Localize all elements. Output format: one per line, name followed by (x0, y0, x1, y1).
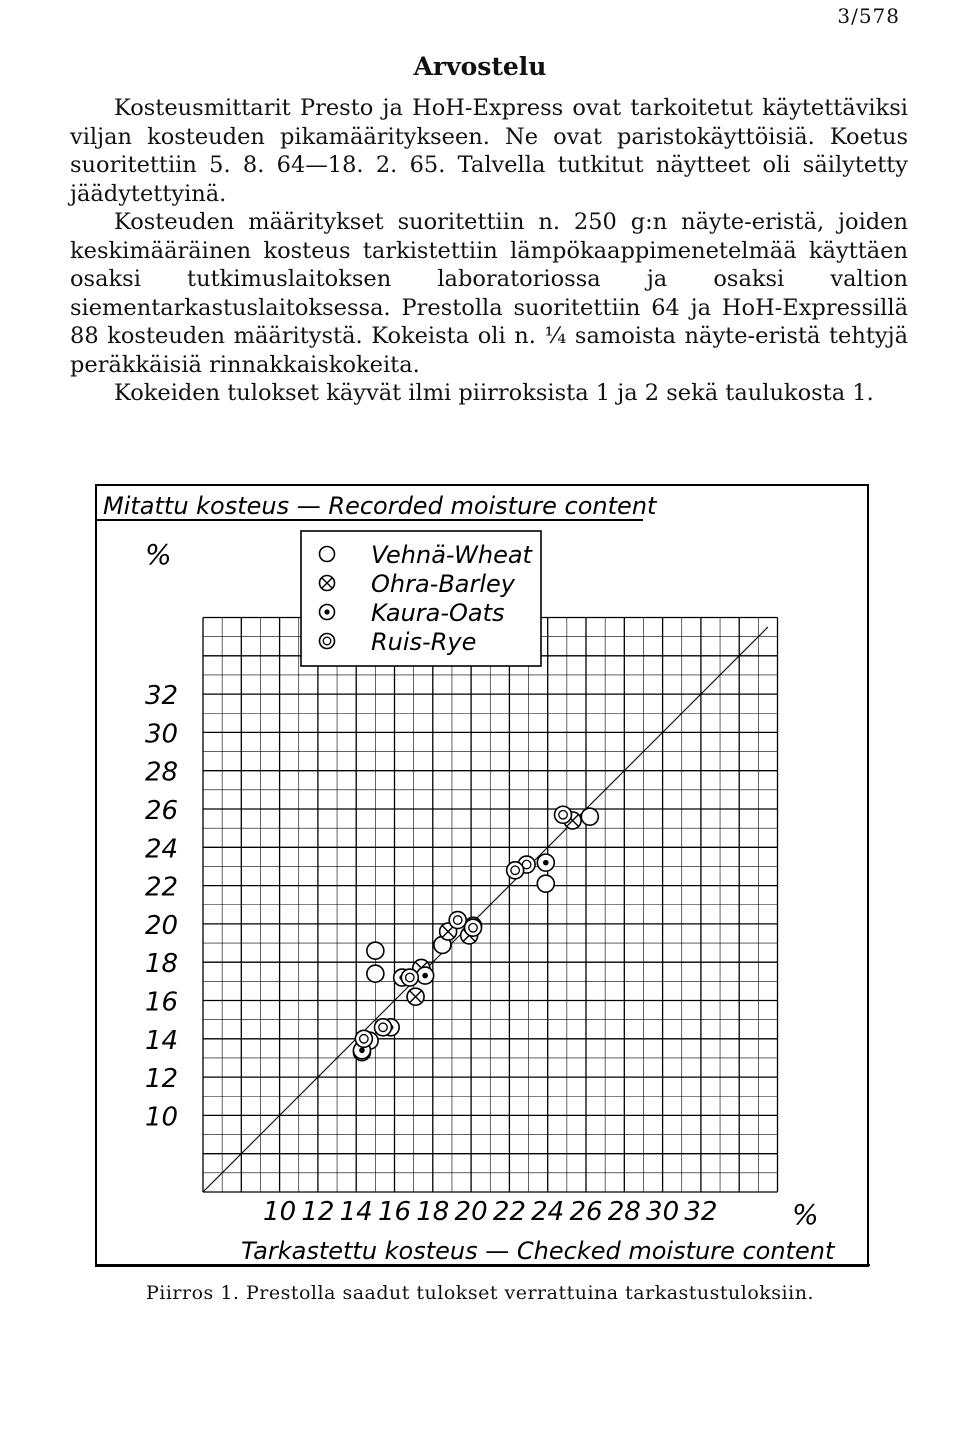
x-tick-label: 28 (607, 1197, 641, 1227)
y-tick-label: 22 (145, 872, 179, 903)
data-point-kaura (537, 854, 554, 871)
x-tick-label: 32 (684, 1197, 718, 1227)
data-point-ruis (375, 1019, 392, 1036)
page-number: 3/578 (837, 4, 900, 28)
y-tick-label: 26 (145, 796, 179, 826)
x-tick-label: 18 (416, 1197, 450, 1227)
x-tick-label: 16 (377, 1197, 412, 1227)
reference-line (203, 627, 768, 1192)
x-tick-label: 24 (531, 1197, 565, 1227)
legend-barley-label: Ohra-Barley (371, 570, 516, 598)
y-axis-unit: % (145, 538, 172, 571)
y-tick-label: 20 (145, 910, 179, 941)
y-tick-label: 14 (145, 1025, 179, 1056)
y-tick-label: 10 (145, 1102, 179, 1133)
data-point-vehn (537, 875, 554, 892)
y-axis-title: Mitattu kosteus — Recorded moisture content (103, 492, 657, 520)
y-tick-label: 24 (145, 834, 179, 865)
legend-rye-label: Ruis-Rye (371, 628, 477, 656)
x-axis-title: Tarkastettu kosteus — Checked moisture content (241, 1237, 835, 1265)
data-point-ohra (407, 988, 424, 1005)
scatter-chart (95, 484, 870, 1268)
legend-oats-label: Kaura-Oats (371, 599, 505, 627)
data-point-ruis (465, 919, 482, 936)
paragraph-1: Kosteusmittarit Presto ja HoH-Express ovat tarkoitetut käytettäviksi viljan kosteuden pikamääritykseen. Ne ovat paristokäyttöisiä. Koetus suoritettiin 5. 8. 64—18. 2. 65. Talvella tutkitut näytteet oli säilytetty jäädytettyinä. (70, 95, 908, 207)
data-point-kaura (417, 967, 434, 984)
paragraph-3: Kokeiden tulokset käyvät ilmi piirroksista 1 ja 2 sekä taulukosta 1. (114, 380, 874, 406)
legend-oats-symbol (320, 605, 335, 620)
x-tick-label: 22 (492, 1197, 526, 1227)
x-tick-label: 10 (263, 1197, 297, 1227)
legend-barley-symbol (320, 576, 335, 591)
legend (301, 531, 541, 666)
y-tick-label: 32 (145, 681, 179, 712)
x-tick-label: 20 (454, 1197, 488, 1227)
y-tick-label: 28 (145, 757, 179, 788)
page-heading: Arvostelu (413, 52, 547, 81)
legend-rye-symbol (320, 634, 335, 649)
x-tick-label: 14 (339, 1197, 373, 1227)
data-point-vehn (581, 808, 598, 825)
legend-wheat-symbol (320, 547, 335, 562)
x-tick-label: 26 (569, 1197, 603, 1227)
x-tick-label: 30 (646, 1197, 680, 1227)
x-tick-label: 12 (301, 1197, 335, 1227)
data-points (353, 806, 598, 1060)
data-point-ruis (355, 1030, 372, 1047)
x-axis-unit: % (792, 1198, 819, 1231)
y-tick-label: 16 (145, 987, 179, 1018)
figure-caption: Piirros 1. Prestolla saadut tulokset verrattuina tarkastustuloksiin. (145, 1282, 814, 1304)
legend-wheat-label: Vehnä-Wheat (371, 541, 532, 569)
data-point-vehn (367, 942, 384, 959)
data-point-vehn (367, 965, 384, 982)
data-point-ruis (507, 862, 524, 879)
paragraph-2: Kosteuden määritykset suoritettiin n. 250 g:n näyte-eristä, joiden keskimääräinen kosteus tarkistettiin lämpökaappimenetelmää käyttäen osaksi tutkimuslaitoksen laboratoriossa ja osaksi valtion siementarkastuslaitoksessa. Prestolla suoritettiin 64 ja HoH-Expressillä 88 kosteuden määritystä. Kokeista oli n. ¼ samoista näyte-eristä tehtyjä peräkkäisiä rinnakkaiskokeita. (70, 209, 908, 378)
data-point-ruis (555, 806, 572, 823)
body-text (70, 94, 908, 408)
data-point-ruis (401, 969, 418, 986)
y-tick-label: 12 (145, 1064, 179, 1095)
y-tick-label: 18 (145, 949, 179, 980)
data-point-ruis (449, 912, 466, 929)
y-tick-label: 30 (145, 719, 179, 750)
